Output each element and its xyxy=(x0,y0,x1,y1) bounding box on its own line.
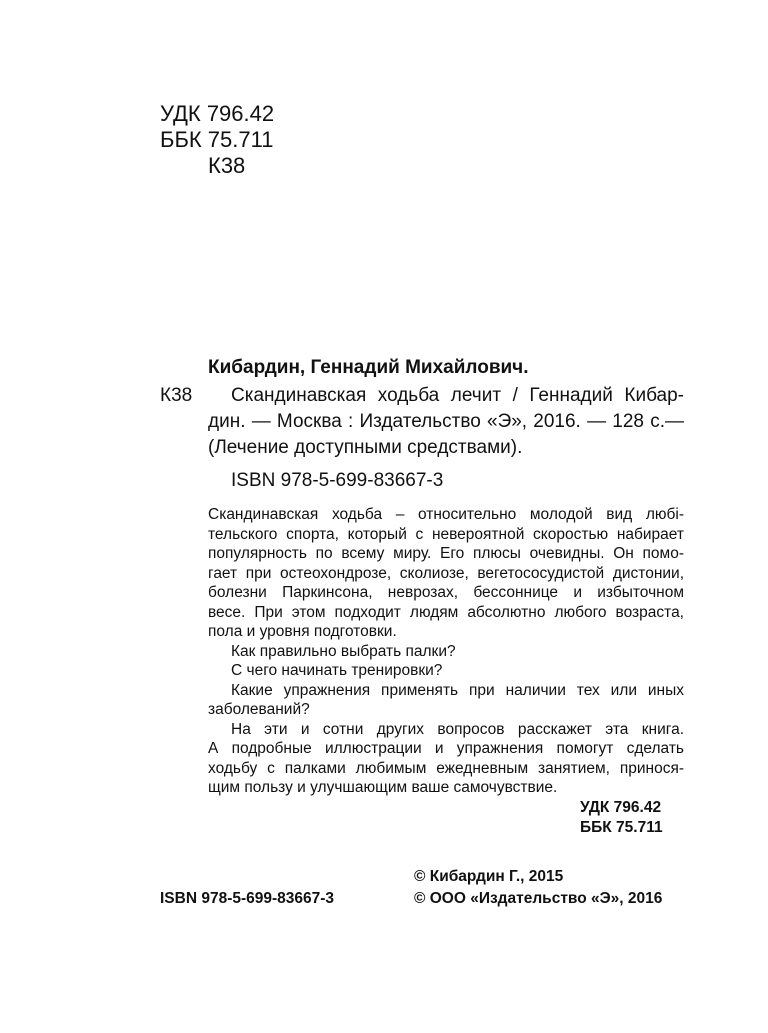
catalog-line-3: (Лечение доступными средствами). xyxy=(208,437,523,458)
annotation-line: А подробные иллюстрации и упражнения помогут сделать xyxy=(208,740,684,757)
author-heading: Кибардин, Геннадий Михайлович. xyxy=(208,357,529,378)
annotation-line: весе. При этом подходит людям абсолютно любого возраста, xyxy=(208,604,684,621)
catalog-isbn: ISBN 978-5-699-83667-3 xyxy=(231,470,444,491)
annotation-question: С чего начинать тренировки? xyxy=(231,662,443,679)
catalog-line-1: Скандинавская ходьба лечит / Геннадий Кибар- xyxy=(231,385,684,406)
annotation-line: гает при остеохондрозе, сколиозе, вегетососудистой дистонии, xyxy=(208,565,684,582)
annotation-question: Как правильно выбрать палки? xyxy=(231,643,456,660)
catalog-line-2: дин. — Москва : Издательство «Э», 2016. — 128 с.— xyxy=(208,411,684,432)
annotation-line: ходьбу с палками любимым ежедневным занятием, принося- xyxy=(208,760,684,777)
annotation-bbk: ББК 75.711 xyxy=(580,819,663,836)
bbk-code: ББК 75.711 xyxy=(160,127,274,152)
annotation-line: заболеваний? xyxy=(208,701,310,718)
copyright-publisher: © ООО «Издательство «Э», 2016 xyxy=(414,890,663,907)
author-mark: К38 xyxy=(208,153,246,178)
annotation-udk: УДК 796.42 xyxy=(580,799,662,816)
udk-code: УДК 796.42 xyxy=(160,101,275,126)
annotation-line: щим пользу и улучшающим ваше самочувствие. xyxy=(208,779,558,796)
annotation-line: популярность по всему миру. Его плюсы очевидны. Он помо- xyxy=(208,545,684,562)
annotation-line: болезни Паркинсона, неврозах, бессоннице и избыточном xyxy=(208,584,684,601)
copyright-author: © Кибардин Г., 2015 xyxy=(414,868,564,885)
annotation-line: пола и уровня подготовки. xyxy=(208,623,397,640)
annotation-question: Какие упражнения применять при наличии тех или иных xyxy=(231,682,684,699)
footer-isbn: ISBN 978-5-699-83667-3 xyxy=(160,890,335,907)
catalog-mark: К38 xyxy=(160,385,193,406)
annotation-line: Скандинавская ходьба – относительно молодой вид любi- xyxy=(208,506,684,523)
annotation-line: тельского спорта, который с невероятной скоростью набирает xyxy=(208,526,684,543)
annotation-line: На эти и сотни других вопросов расскажет эта книга. xyxy=(231,721,684,738)
